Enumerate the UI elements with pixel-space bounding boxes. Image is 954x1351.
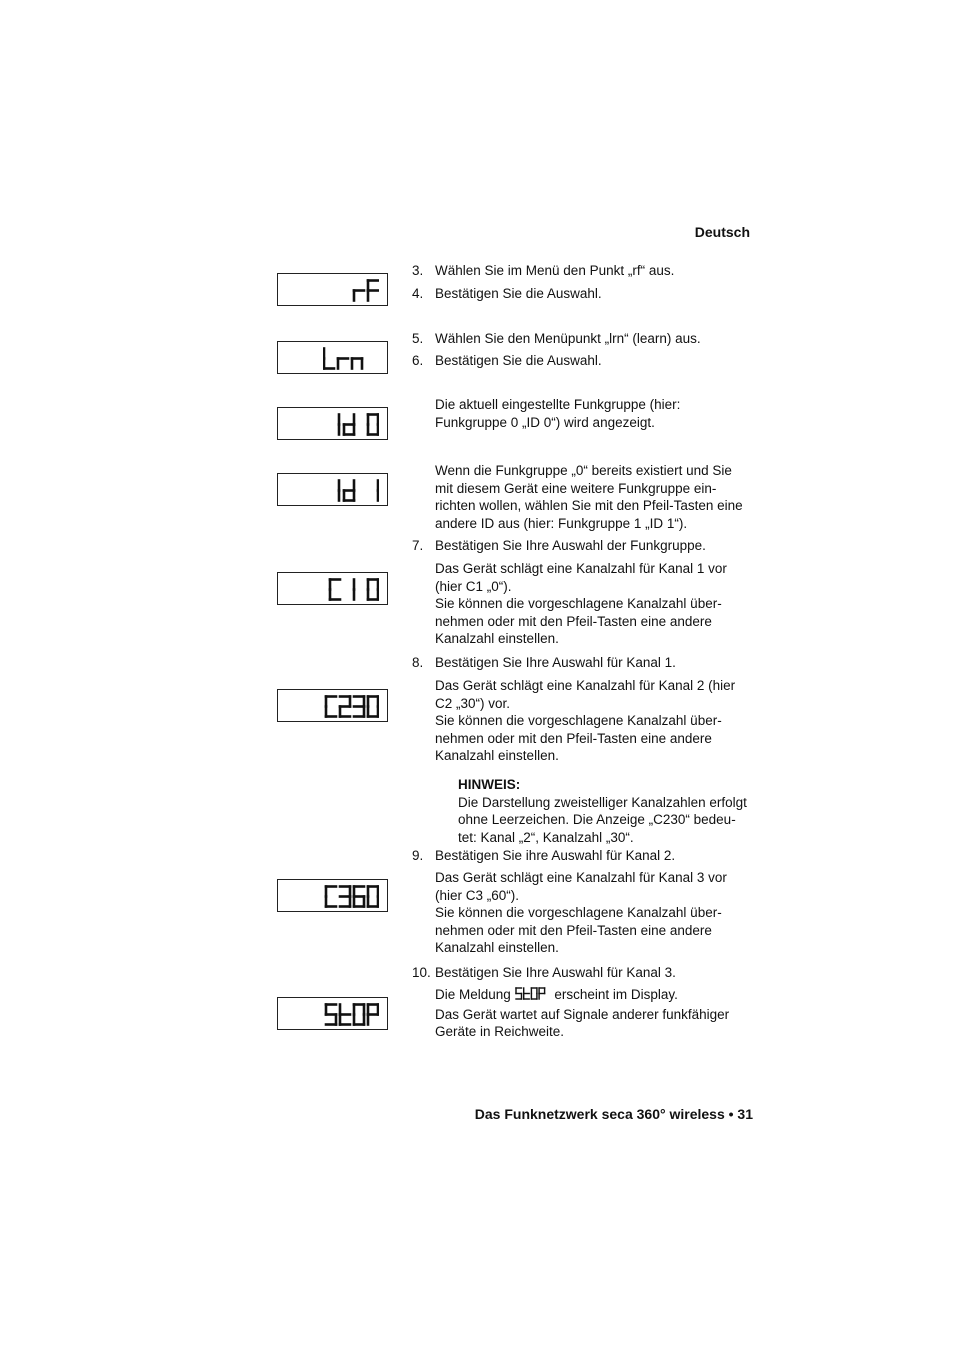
inline-lcd-stop — [515, 986, 551, 1001]
text-line: Sie können die vorgeschlagene Kanalzahl über- — [435, 596, 722, 612]
lcd-display-id1 — [277, 473, 388, 506]
step-text: Wählen Sie im Menü den Punkt „rf“ aus. — [435, 263, 675, 278]
step-text: Bestätigen Sie Ihre Auswahl der Funkgruppe. — [435, 538, 706, 553]
step-text: Bestätigen Sie die Auswahl. — [435, 353, 602, 368]
lcd-segment-readout — [323, 883, 379, 910]
lcd-segment-readout — [323, 477, 379, 504]
step-number: 5. — [412, 331, 424, 346]
paragraph-existing-group — [435, 462, 755, 532]
text-line: tet: Kanal „2“, Kanalzahl „30“. — [458, 829, 634, 845]
note-title: HINWEIS: — [458, 777, 521, 792]
lcd-segment-readout — [323, 411, 379, 438]
step-number: 6. — [412, 353, 424, 368]
step-text: Bestätigen Sie ihre Auswahl für Kanal 2. — [435, 848, 676, 863]
text-line: nehmen oder mit den Pfeil-Tasten eine andere — [435, 613, 712, 629]
paragraph-stop-message — [435, 986, 755, 1041]
lcd-display-id0 — [277, 407, 388, 440]
text-line: Sie können die vorgeschlagene Kanalzahl über- — [435, 905, 722, 921]
step-text: Bestätigen Sie Ihre Auswahl für Kanal 1. — [435, 655, 676, 670]
step-number: 7. — [412, 538, 424, 553]
note-hinweis — [458, 776, 758, 846]
text-line: Kanalzahl einstellen. — [435, 748, 559, 764]
text-line: Das Gerät schlägt eine Kanalzahl für Kanal 2 (hier — [435, 678, 736, 693]
step-text: Bestätigen Sie Ihre Auswahl für Kanal 3. — [435, 965, 676, 980]
step-text: Bestätigen Sie die Auswahl. — [435, 286, 602, 301]
lcd-display-rf — [277, 273, 388, 306]
text-line: andere ID aus (hier: Funkgruppe 1 „ID 1“). — [435, 515, 688, 531]
text-line: nehmen oder mit den Pfeil-Tasten eine andere — [435, 922, 712, 938]
text-line: Die aktuell eingestellte Funkgruppe (hier: — [435, 397, 681, 412]
text-line: Die Darstellung zweistelliger Kanalzahlen erfolgt — [458, 794, 747, 810]
text-line: Sie können die vorgeschlagene Kanalzahl über- — [435, 713, 722, 729]
text-line: C2 „30“) vor. — [435, 695, 511, 711]
lcd-segment-readout — [323, 693, 379, 720]
lcd-display-c230 — [277, 689, 388, 722]
text-line: Das Gerät schlägt eine Kanalzahl für Kanal 3 vor — [435, 870, 727, 885]
text-line: Das Gerät schlägt eine Kanalzahl für Kanal 1 vor — [435, 561, 727, 576]
text-fragment: erscheint im Display. — [554, 987, 678, 1002]
lcd-segment-readout — [323, 345, 379, 372]
text-line: Das Gerät wartet auf Signale anderer funkfähiger — [435, 1006, 730, 1022]
paragraph-kanal-1 — [435, 560, 755, 648]
page-footer-title: Das Funknetzwerk seca 360° wireless • 31 — [474, 1106, 753, 1122]
text-line: Kanalzahl einstellen. — [435, 631, 559, 647]
text-line: (hier C3 „60“). — [435, 887, 520, 903]
lcd-display-c360 — [277, 879, 388, 912]
lcd-segment-readout — [323, 576, 379, 603]
text-line: ohne Leerzeichen. Die Anzeige „C230“ bedeu- — [458, 812, 736, 828]
paragraph-current-group — [435, 396, 755, 431]
page-language-label: Deutsch — [694, 224, 750, 240]
step-text: Wählen Sie den Menüpunkt „lrn“ (learn) aus. — [435, 331, 701, 346]
paragraph-kanal-2 — [435, 677, 755, 765]
lcd-display-c1-0 — [277, 572, 388, 605]
lcd-segment-readout — [323, 277, 379, 304]
text-line: Funkgruppe 0 „ID 0“) wird angezeigt. — [435, 414, 655, 430]
step-number: 4. — [412, 286, 424, 301]
text-line — [435, 986, 755, 1004]
step-number: 8. — [412, 655, 424, 670]
step-number: 3. — [412, 263, 424, 278]
text-line: richten wollen, wählen Sie mit den Pfeil-Tasten eine — [435, 498, 743, 514]
text-line: nehmen oder mit den Pfeil-Tasten eine andere — [435, 730, 712, 746]
paragraph-kanal-3 — [435, 869, 755, 957]
lcd-segment-readout — [323, 1001, 379, 1028]
text-line: mit diesem Gerät eine weitere Funkgruppe ein- — [435, 480, 717, 496]
step-number: 10. — [412, 965, 431, 980]
lcd-display-lrn — [277, 341, 388, 374]
step-number: 9. — [412, 848, 424, 863]
text-line: Wenn die Funkgruppe „0“ bereits existiert und Sie — [435, 463, 732, 478]
text-fragment: Die Meldung — [435, 987, 511, 1002]
text-line: (hier C1 „0“). — [435, 578, 512, 594]
text-line: Kanalzahl einstellen. — [435, 940, 559, 956]
text-line: Geräte in Reichweite. — [435, 1024, 565, 1040]
lcd-display-stop — [277, 997, 388, 1030]
